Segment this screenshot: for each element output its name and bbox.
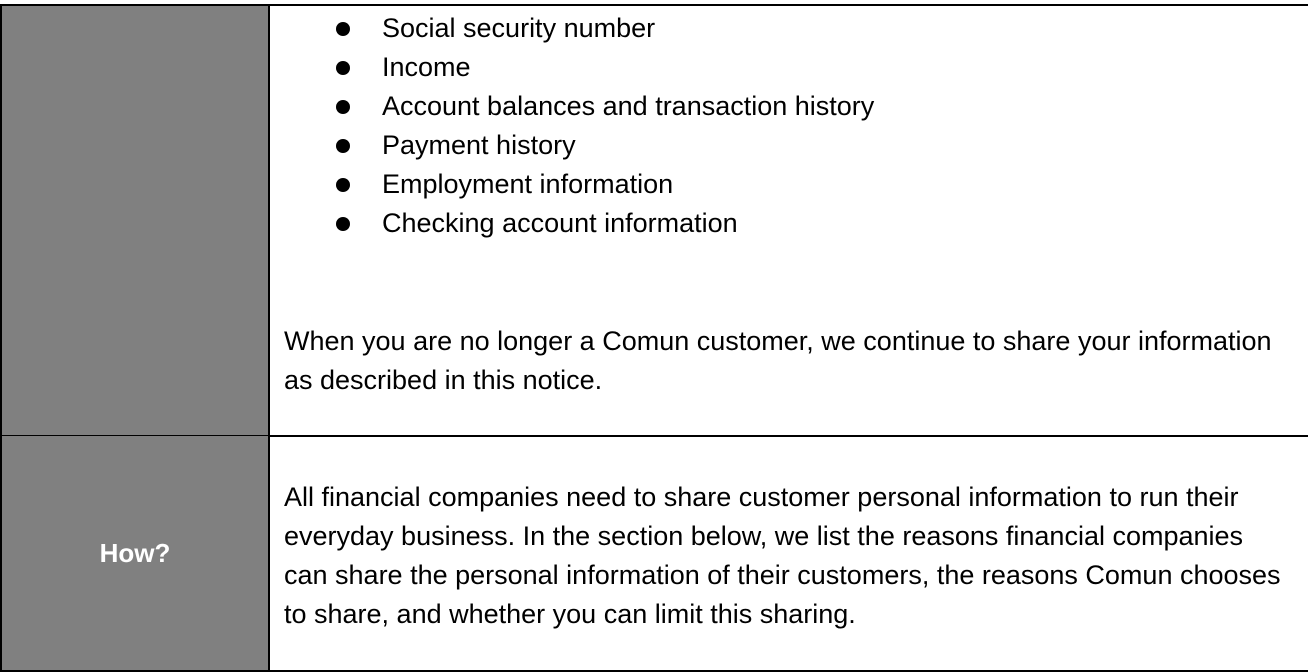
list-item [330, 9, 874, 48]
list-item [330, 48, 874, 87]
bullet-icon [336, 61, 350, 75]
list-item [330, 126, 874, 165]
table-row [0, 4, 1308, 437]
list-item [330, 87, 874, 126]
former-customer-paragraph: When you are no longer a Comun customer, we continue to share your information as described in this notice. [284, 326, 1272, 395]
row-label-cell [0, 4, 270, 437]
bullet-icon [336, 178, 350, 192]
list-item-text: Payment history [382, 130, 576, 160]
list-item [330, 165, 874, 204]
bullet-icon [336, 22, 350, 36]
how-label: How? [99, 537, 171, 568]
row-content-cell [270, 4, 1308, 437]
bullet-icon [336, 139, 350, 153]
information-list [330, 9, 874, 243]
row-content-cell [270, 436, 1308, 672]
list-item-text: Account balances and transaction history [382, 91, 875, 121]
list-item [330, 204, 874, 243]
bullet-icon [336, 100, 350, 114]
row-label-cell [0, 436, 270, 672]
list-item-text: Employment information [382, 169, 674, 199]
list-item-text: Checking account information [382, 208, 738, 238]
list-item-text: Social security number [382, 13, 656, 43]
list-item-text: Income [382, 52, 471, 82]
table-row [0, 436, 1308, 672]
bullet-icon [336, 217, 350, 231]
how-paragraph: All financial companies need to share customer personal information to run their everyday business. In the section below, we list the reasons financial companies can share the personal information of their customers, the reasons Comun chooses to share, and whether you can limit this sharing. [284, 482, 1281, 629]
